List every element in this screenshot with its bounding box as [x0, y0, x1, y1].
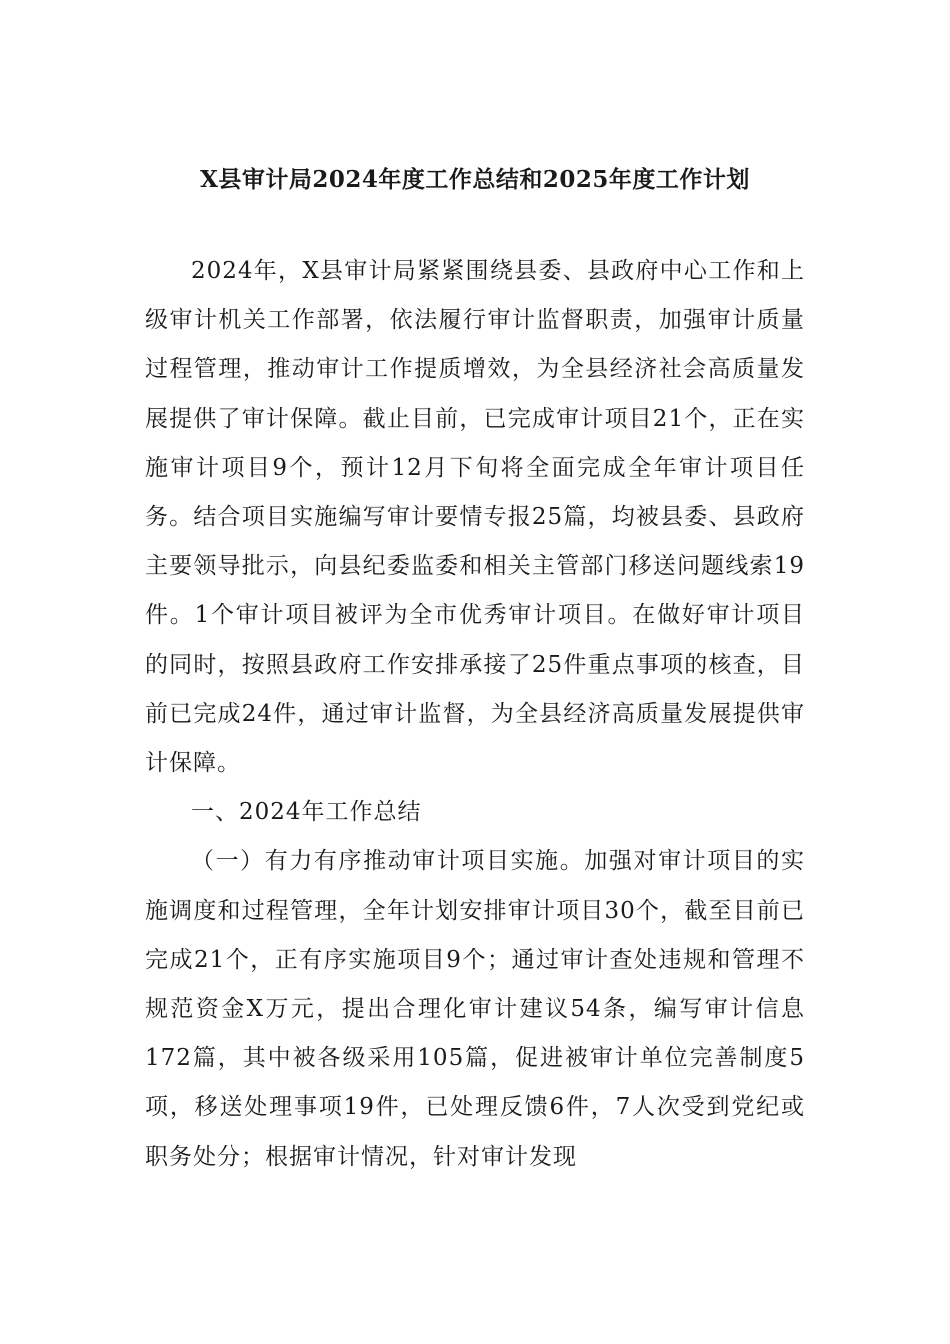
- section-paragraph: （一）有力有序推动审计项目实施。加强对审计项目的实施调度和过程管理，全年计划安排审计项目30个，截至目前已完成21个，正有序实施项目9个；通过审计查处违规和管理不规范资金X万元，提出合理化审计建议54条，编写审计信息172篇，其中被各级采用105篇，促进被审计单位完善制度5项，移送处理事项19件，已处理反馈6件，7人次受到党纪或职务处分；根据审计情况，针对审计发现: [145, 848, 805, 1170]
- section-heading: 一、2024年工作总结: [191, 799, 422, 826]
- document-body: [145, 247, 805, 1182]
- intro-paragraph: 2024年，X县审计局紧紧围绕县委、县政府中心工作和上级审计机关工作部署，依法履行审计监督职责，加强审计质量过程管理，推动审计工作提质增效，为全县经济社会高质量发展提供了审计保障。截止目前，已完成审计项目21个，正在实施审计项目9个，预计12月下旬将全面完成全年审计项目任务。结合项目实施编写审计要情专报25篇，均被县委、县政府主要领导批示，向县纪委监委和相关主管部门移送问题线索19件。1个审计项目被评为全市优秀审计项目。在做好审计项目的同时，按照县政府工作安排承接了25件重点事项的核查，目前已完成24件，通过审计监督，为全县经济高质量发展提供审计保障。: [145, 258, 805, 777]
- document-title: X县审计局2024年度工作总结和2025年度工作计划: [200, 166, 750, 193]
